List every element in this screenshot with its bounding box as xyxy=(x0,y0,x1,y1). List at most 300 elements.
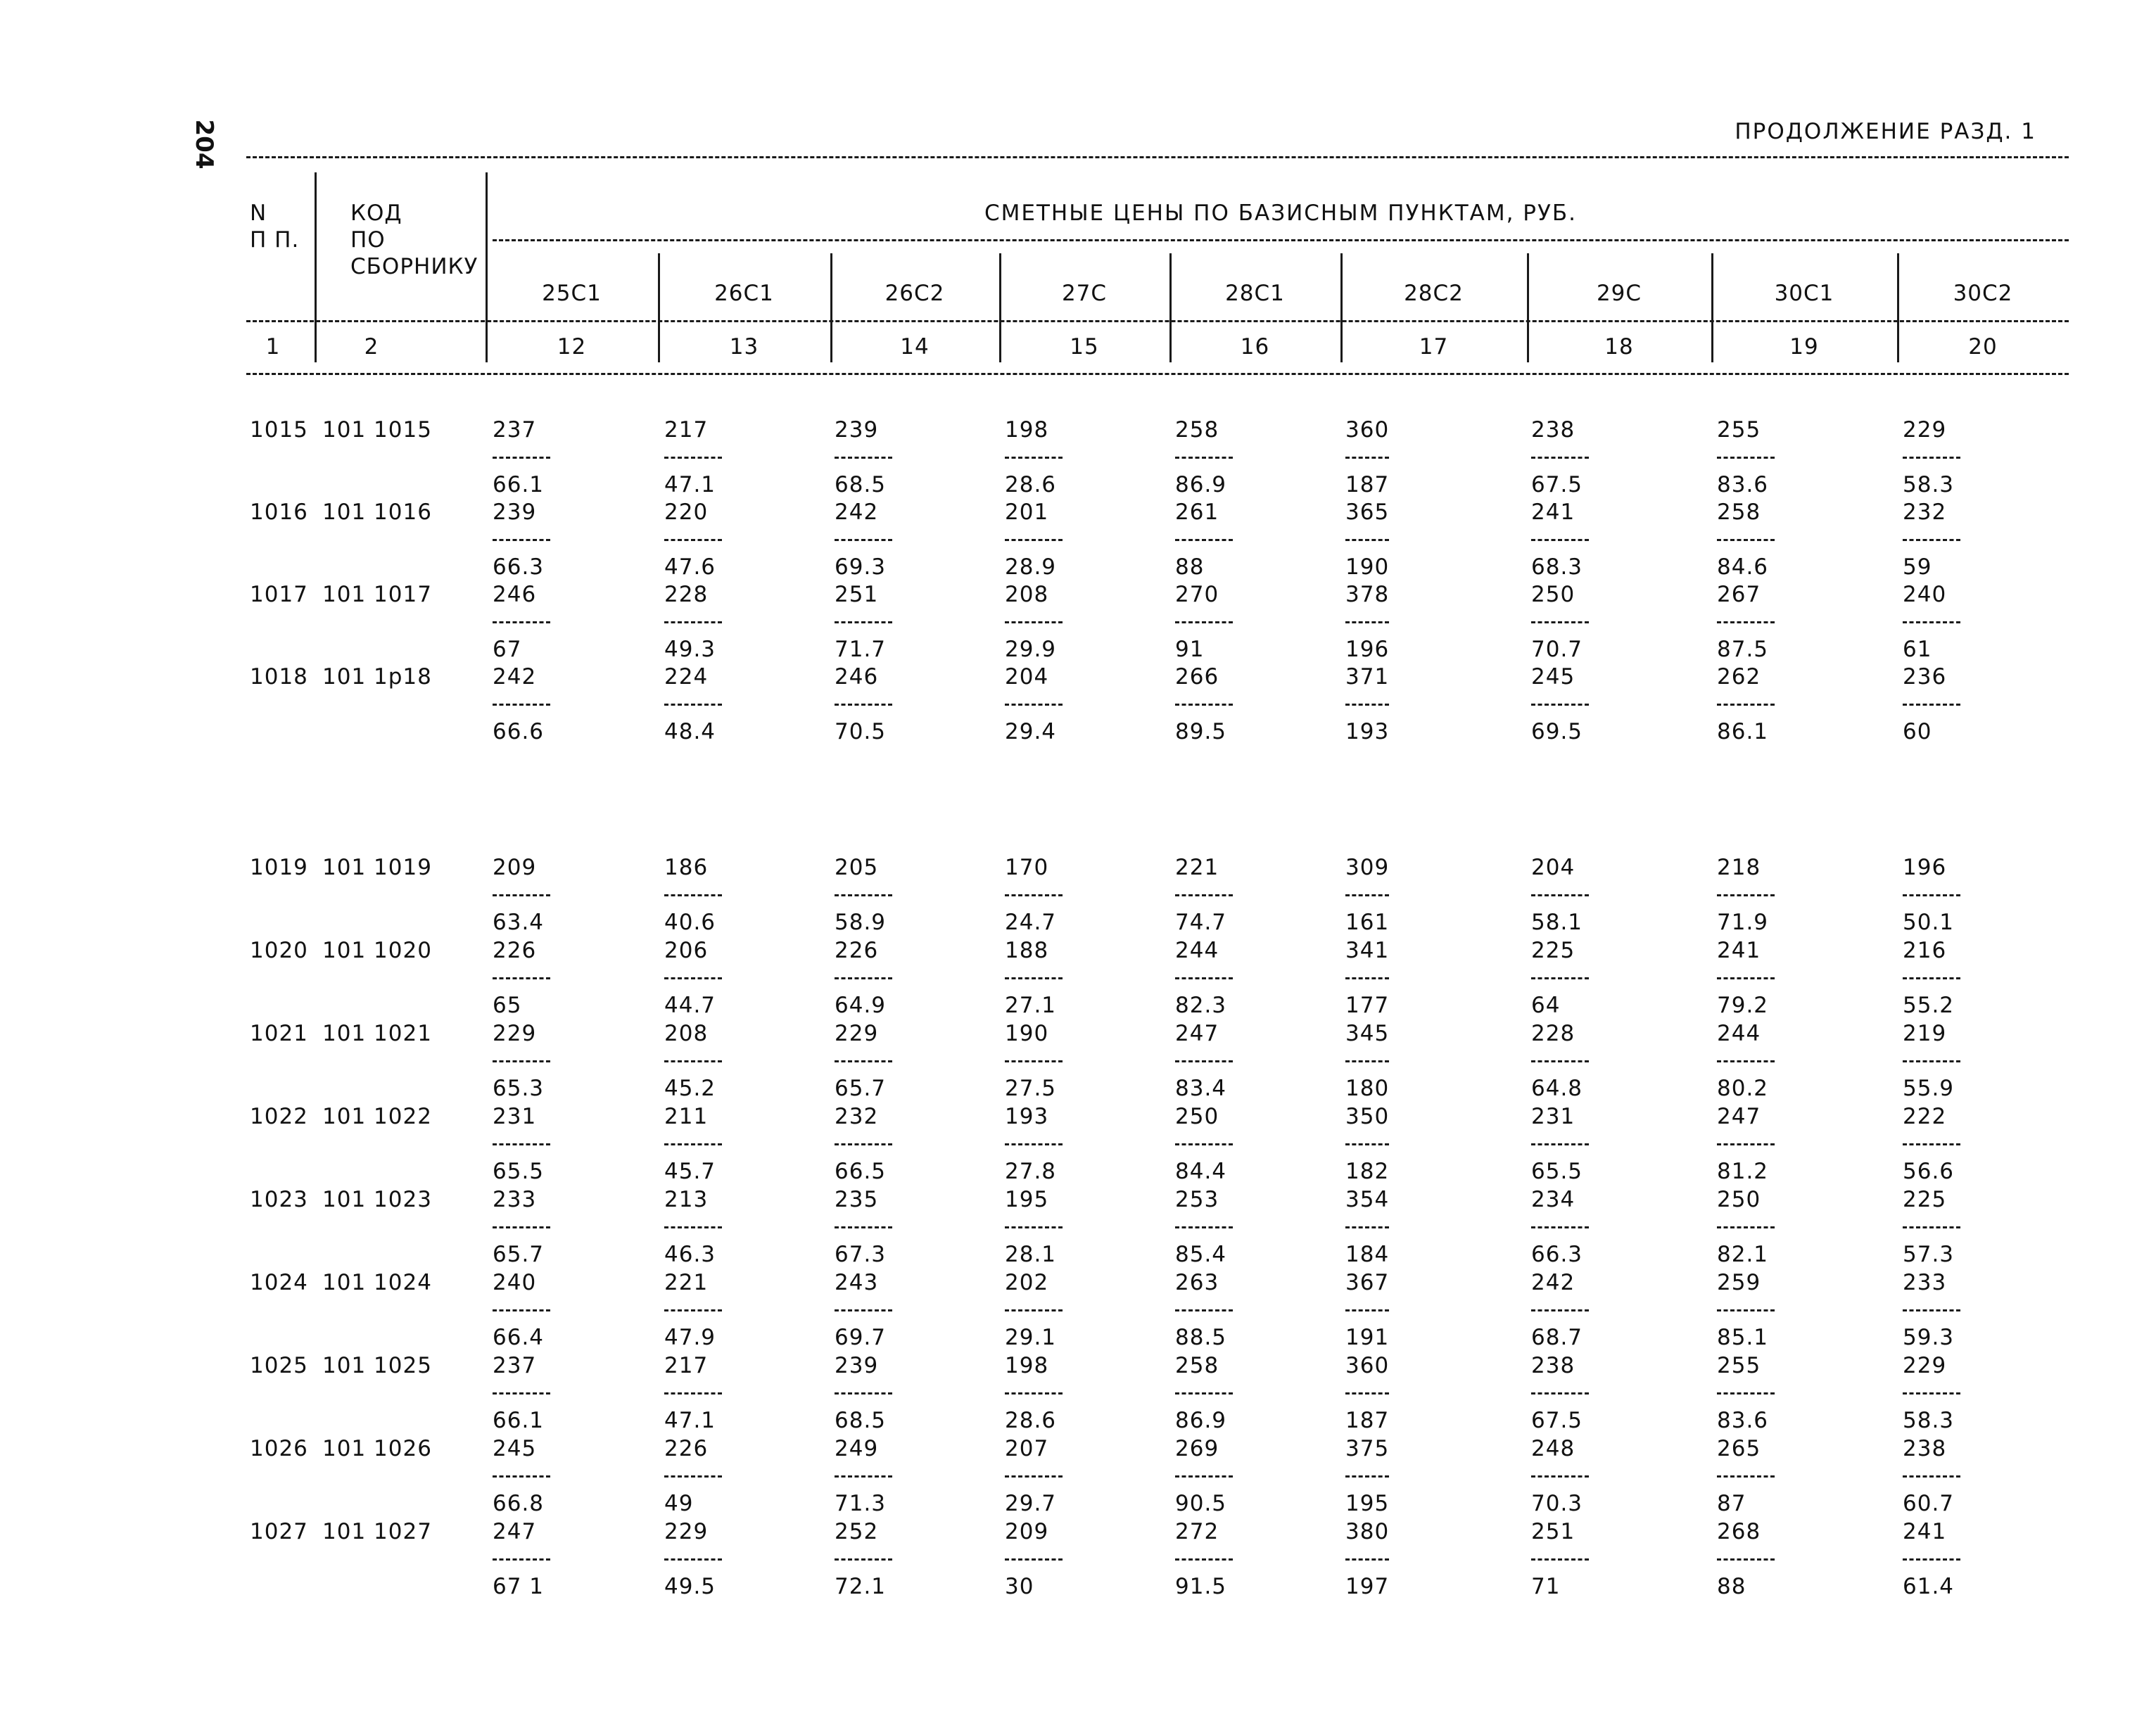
point-divider xyxy=(1169,253,1172,362)
fraction-rule xyxy=(664,704,722,706)
price-value: 241 xyxy=(1903,1519,1947,1544)
column-number: 12 xyxy=(557,334,587,360)
price-index: 83.4 xyxy=(1175,1076,1227,1101)
price-value: 354 xyxy=(1345,1187,1390,1212)
fraction-rule xyxy=(835,894,892,896)
price-value: 235 xyxy=(835,1187,879,1212)
price-index: 29.1 xyxy=(1005,1325,1057,1350)
price-value: 226 xyxy=(664,1436,709,1461)
price-value: 244 xyxy=(1175,938,1219,963)
fraction-rule xyxy=(1717,1309,1775,1311)
price-value: 228 xyxy=(1531,1021,1575,1046)
price-index: 66.3 xyxy=(493,554,545,580)
price-value: 204 xyxy=(1531,855,1575,880)
fraction-rule xyxy=(1903,894,1960,896)
price-value: 245 xyxy=(1531,664,1575,690)
fraction-rule xyxy=(1175,704,1233,706)
row-code: 101 1017 xyxy=(322,582,432,607)
fraction-rule xyxy=(835,1392,892,1395)
price-index: 24.7 xyxy=(1005,910,1057,935)
fraction-rule xyxy=(1531,977,1589,979)
price-index: 83.6 xyxy=(1717,472,1769,497)
price-index: 67 1 xyxy=(493,1574,545,1599)
fraction-rule xyxy=(1903,1558,1960,1561)
price-value: 367 xyxy=(1345,1270,1390,1295)
price-value: 217 xyxy=(664,1353,709,1378)
fraction-rule xyxy=(1717,539,1775,541)
price-index: 47.1 xyxy=(664,1408,716,1433)
price-value: 238 xyxy=(1531,417,1575,443)
fraction-rule xyxy=(1717,1226,1775,1228)
price-index: 180 xyxy=(1345,1076,1390,1101)
price-index: 45.2 xyxy=(664,1076,716,1101)
price-index: 87.5 xyxy=(1717,637,1769,662)
point-header: 30С2 xyxy=(1953,281,2013,306)
point-header: 27С xyxy=(1061,281,1108,306)
fraction-rule xyxy=(664,1309,722,1311)
column-number: 19 xyxy=(1789,334,1819,360)
price-index: 49 xyxy=(664,1491,694,1516)
price-index: 67.3 xyxy=(835,1242,887,1267)
price-value: 255 xyxy=(1717,417,1761,443)
price-value: 216 xyxy=(1903,938,1947,963)
price-index: 65.7 xyxy=(835,1076,887,1101)
price-value: 360 xyxy=(1345,417,1390,443)
fraction-rule xyxy=(835,1558,892,1561)
price-value: 378 xyxy=(1345,582,1390,607)
fraction-rule xyxy=(1903,621,1960,623)
price-value: 208 xyxy=(1005,582,1049,607)
price-index: 83.6 xyxy=(1717,1408,1769,1433)
price-value: 208 xyxy=(664,1021,709,1046)
price-value: 250 xyxy=(1717,1187,1761,1212)
price-value: 188 xyxy=(1005,938,1049,963)
row-code: 101 1022 xyxy=(322,1104,432,1129)
row-code: 101 1023 xyxy=(322,1187,432,1212)
price-index: 67.5 xyxy=(1531,472,1583,497)
price-index: 70.7 xyxy=(1531,637,1583,662)
fraction-rule xyxy=(1717,1392,1775,1395)
price-index: 68.5 xyxy=(835,472,887,497)
fraction-rule xyxy=(493,1060,550,1062)
price-index: 69.3 xyxy=(835,554,887,580)
price-index: 182 xyxy=(1345,1159,1390,1184)
price-value: 263 xyxy=(1175,1270,1219,1295)
price-value: 217 xyxy=(664,417,709,443)
col-code-label: КОД xyxy=(350,201,402,226)
divider-2 xyxy=(486,172,488,362)
price-index: 69.5 xyxy=(1531,719,1583,744)
price-value: 375 xyxy=(1345,1436,1390,1461)
fraction-rule xyxy=(493,1475,550,1478)
point-header: 26С2 xyxy=(884,281,945,306)
price-value: 232 xyxy=(835,1104,879,1129)
price-value: 345 xyxy=(1345,1021,1390,1046)
fraction-rule xyxy=(1005,704,1063,706)
fraction-rule xyxy=(664,457,722,459)
row-code: 101 1024 xyxy=(322,1270,432,1295)
price-value: 248 xyxy=(1531,1436,1575,1461)
column-number: 13 xyxy=(729,334,759,360)
fraction-rule xyxy=(1005,1475,1063,1478)
price-index: 90.5 xyxy=(1175,1491,1227,1516)
point-divider xyxy=(1711,253,1713,362)
fraction-rule xyxy=(1345,704,1389,706)
fraction-rule xyxy=(1175,1475,1233,1478)
price-index: 86.9 xyxy=(1175,472,1227,497)
price-value: 242 xyxy=(835,500,879,525)
price-value: 231 xyxy=(493,1104,537,1129)
price-index: 71.3 xyxy=(835,1491,887,1516)
fraction-rule xyxy=(1345,1475,1389,1478)
column-number: 18 xyxy=(1604,334,1634,360)
price-value: 196 xyxy=(1903,855,1947,880)
price-value: 219 xyxy=(1903,1021,1947,1046)
fraction-rule xyxy=(1531,894,1589,896)
fraction-rule xyxy=(1717,894,1775,896)
price-index: 30 xyxy=(1005,1574,1034,1599)
price-index: 82.3 xyxy=(1175,993,1227,1018)
fraction-rule xyxy=(1903,1143,1960,1145)
price-index: 70.5 xyxy=(835,719,887,744)
price-index: 84.4 xyxy=(1175,1159,1227,1184)
price-index: 184 xyxy=(1345,1242,1390,1267)
price-index: 65.3 xyxy=(493,1076,545,1101)
divider-1 xyxy=(315,172,317,362)
col-n-label-2: П П. xyxy=(250,227,300,253)
price-value: 239 xyxy=(835,1353,879,1378)
price-index: 58.3 xyxy=(1903,1408,1955,1433)
price-index: 74.7 xyxy=(1175,910,1227,935)
price-value: 228 xyxy=(664,582,709,607)
column-number: 16 xyxy=(1240,334,1270,360)
row-code: 101 1026 xyxy=(322,1436,432,1461)
row-code: 101 1016 xyxy=(322,500,432,525)
price-value: 241 xyxy=(1717,938,1761,963)
price-value: 258 xyxy=(1717,500,1761,525)
price-value: 218 xyxy=(1717,855,1761,880)
price-index: 196 xyxy=(1345,637,1390,662)
price-value: 206 xyxy=(664,938,709,963)
price-index: 88 xyxy=(1717,1574,1746,1599)
fraction-rule xyxy=(1345,539,1389,541)
fraction-rule xyxy=(1005,621,1063,623)
price-index: 68.7 xyxy=(1531,1325,1583,1350)
fraction-rule xyxy=(493,539,550,541)
fraction-rule xyxy=(1531,1060,1589,1062)
price-index: 161 xyxy=(1345,910,1390,935)
price-value: 341 xyxy=(1345,938,1390,963)
fraction-rule xyxy=(1717,704,1775,706)
price-index: 28.1 xyxy=(1005,1242,1057,1267)
price-value: 225 xyxy=(1903,1187,1947,1212)
fraction-rule xyxy=(1717,1558,1775,1561)
fraction-rule xyxy=(664,1060,722,1062)
col-n-label: N xyxy=(250,201,267,226)
price-index: 68.3 xyxy=(1531,554,1583,580)
price-index: 81.2 xyxy=(1717,1159,1769,1184)
fraction-rule xyxy=(1005,457,1063,459)
price-value: 239 xyxy=(493,500,537,525)
price-value: 250 xyxy=(1531,582,1575,607)
fraction-rule xyxy=(493,621,550,623)
fraction-rule xyxy=(1903,977,1960,979)
row-number: 1021 xyxy=(250,1021,308,1046)
price-value: 229 xyxy=(1903,1353,1947,1378)
price-index: 64 xyxy=(1531,993,1561,1018)
price-value: 309 xyxy=(1345,855,1390,880)
price-value: 255 xyxy=(1717,1353,1761,1378)
price-index: 65.5 xyxy=(493,1159,545,1184)
price-index: 40.6 xyxy=(664,910,716,935)
point-divider xyxy=(1527,253,1529,362)
price-value: 236 xyxy=(1903,664,1947,690)
price-value: 202 xyxy=(1005,1270,1049,1295)
point-header: 25С1 xyxy=(542,281,602,306)
fraction-rule xyxy=(835,977,892,979)
price-index: 86.9 xyxy=(1175,1408,1227,1433)
price-value: 229 xyxy=(664,1519,709,1544)
price-value: 252 xyxy=(835,1519,879,1544)
price-value: 232 xyxy=(1903,500,1947,525)
price-index: 177 xyxy=(1345,993,1390,1018)
fraction-rule xyxy=(1005,1060,1063,1062)
price-index: 66.1 xyxy=(493,1408,545,1433)
price-value: 226 xyxy=(493,938,537,963)
price-value: 371 xyxy=(1345,664,1390,690)
price-value: 204 xyxy=(1005,664,1049,690)
price-index: 63.4 xyxy=(493,910,545,935)
point-divider xyxy=(830,253,832,362)
fraction-rule xyxy=(1345,1226,1389,1228)
column-number: 1 xyxy=(265,334,281,360)
price-value: 272 xyxy=(1175,1519,1219,1544)
price-index: 28.9 xyxy=(1005,554,1057,580)
fraction-rule xyxy=(1903,539,1960,541)
price-value: 266 xyxy=(1175,664,1219,690)
group-rule xyxy=(493,239,2069,241)
fraction-rule xyxy=(1345,1060,1389,1062)
fraction-rule xyxy=(1903,457,1960,459)
fraction-rule xyxy=(1531,1392,1589,1395)
fraction-rule xyxy=(835,457,892,459)
fraction-rule xyxy=(1531,1309,1589,1311)
price-index: 56.6 xyxy=(1903,1159,1955,1184)
price-index: 47.9 xyxy=(664,1325,716,1350)
price-value: 222 xyxy=(1903,1104,1947,1129)
column-number: 2 xyxy=(364,334,379,360)
point-header: 26С1 xyxy=(714,281,774,306)
fraction-rule xyxy=(664,1143,722,1145)
fraction-rule xyxy=(1531,1558,1589,1561)
fraction-rule xyxy=(835,621,892,623)
column-number: 14 xyxy=(900,334,930,360)
fraction-rule xyxy=(835,539,892,541)
price-index: 91 xyxy=(1175,637,1205,662)
price-index: 29.4 xyxy=(1005,719,1057,744)
price-index: 67 xyxy=(493,637,522,662)
price-value: 209 xyxy=(493,855,537,880)
fraction-rule xyxy=(1175,1226,1233,1228)
price-value: 195 xyxy=(1005,1187,1049,1212)
fraction-rule xyxy=(1903,1226,1960,1228)
price-index: 87 xyxy=(1717,1491,1746,1516)
fraction-rule xyxy=(664,1392,722,1395)
col-code-label-2: ПО xyxy=(350,227,386,253)
price-index: 49.3 xyxy=(664,637,716,662)
fraction-rule xyxy=(1717,977,1775,979)
price-value: 170 xyxy=(1005,855,1049,880)
price-value: 240 xyxy=(1903,582,1947,607)
row-number: 1020 xyxy=(250,938,308,963)
price-index: 29.9 xyxy=(1005,637,1057,662)
fraction-rule xyxy=(1345,457,1389,459)
price-value: 229 xyxy=(835,1021,879,1046)
row-number: 1017 xyxy=(250,582,308,607)
fraction-rule xyxy=(493,1558,550,1561)
price-value: 201 xyxy=(1005,500,1049,525)
fraction-rule xyxy=(835,1309,892,1311)
fraction-rule xyxy=(1717,621,1775,623)
price-value: 380 xyxy=(1345,1519,1390,1544)
price-index: 61.4 xyxy=(1903,1574,1955,1599)
price-value: 207 xyxy=(1005,1436,1049,1461)
column-number: 15 xyxy=(1070,334,1099,360)
point-divider xyxy=(999,253,1001,362)
point-header: 29С xyxy=(1596,281,1642,306)
col-code-label-3: СБОРНИКУ xyxy=(350,254,478,279)
price-index: 64.9 xyxy=(835,993,887,1018)
price-value: 238 xyxy=(1903,1436,1947,1461)
fraction-rule xyxy=(1531,1143,1589,1145)
price-value: 233 xyxy=(493,1187,537,1212)
price-index: 197 xyxy=(1345,1574,1390,1599)
fraction-rule xyxy=(493,894,550,896)
price-value: 239 xyxy=(835,417,879,443)
price-index: 69.7 xyxy=(835,1325,887,1350)
fraction-rule xyxy=(1005,1226,1063,1228)
price-index: 58.1 xyxy=(1531,910,1583,935)
price-index: 66.6 xyxy=(493,719,545,744)
price-value: 233 xyxy=(1903,1270,1947,1295)
price-value: 213 xyxy=(664,1187,709,1212)
price-value: 234 xyxy=(1531,1187,1575,1212)
price-index: 28.6 xyxy=(1005,472,1057,497)
price-index: 191 xyxy=(1345,1325,1390,1350)
price-index: 85.1 xyxy=(1717,1325,1769,1350)
row-number: 1022 xyxy=(250,1104,308,1129)
price-value: 246 xyxy=(835,664,879,690)
price-value: 237 xyxy=(493,1353,537,1378)
price-index: 66.3 xyxy=(1531,1242,1583,1267)
price-value: 253 xyxy=(1175,1187,1219,1212)
price-index: 44.7 xyxy=(664,993,716,1018)
fraction-rule xyxy=(1005,1558,1063,1561)
price-value: 244 xyxy=(1717,1021,1761,1046)
price-index: 72.1 xyxy=(835,1574,887,1599)
row-number: 1023 xyxy=(250,1187,308,1212)
price-index: 28.6 xyxy=(1005,1408,1057,1433)
fraction-rule xyxy=(1531,1226,1589,1228)
fraction-rule xyxy=(493,1143,550,1145)
fraction-rule xyxy=(493,977,550,979)
fraction-rule xyxy=(1005,1392,1063,1395)
price-index: 70.3 xyxy=(1531,1491,1583,1516)
fraction-rule xyxy=(493,457,550,459)
price-index: 88.5 xyxy=(1175,1325,1227,1350)
price-value: 205 xyxy=(835,855,879,880)
price-value: 245 xyxy=(493,1436,537,1461)
price-index: 60 xyxy=(1903,719,1932,744)
price-value: 241 xyxy=(1531,500,1575,525)
price-index: 89.5 xyxy=(1175,719,1227,744)
price-value: 211 xyxy=(664,1104,709,1129)
price-value: 240 xyxy=(493,1270,537,1295)
price-index: 190 xyxy=(1345,554,1390,580)
row-code: 101 1025 xyxy=(322,1353,432,1378)
fraction-rule xyxy=(664,977,722,979)
price-index: 55.2 xyxy=(1903,993,1955,1018)
fraction-rule xyxy=(1531,539,1589,541)
price-index: 58.9 xyxy=(835,910,887,935)
fraction-rule xyxy=(1903,1309,1960,1311)
price-value: 209 xyxy=(1005,1519,1049,1544)
prices-group-title: СМЕТНЫЕ ЦЕНЫ ПО БАЗИСНЫМ ПУНКТАМ, РУБ. xyxy=(984,201,1578,226)
fraction-rule xyxy=(1005,977,1063,979)
price-value: 186 xyxy=(664,855,709,880)
continuation-heading: ПРОДОЛЖЕНИЕ РАЗД. 1 xyxy=(1735,119,2036,144)
price-index: 61 xyxy=(1903,637,1932,662)
price-value: 250 xyxy=(1175,1104,1219,1129)
price-index: 66.5 xyxy=(835,1159,887,1184)
price-index: 29.7 xyxy=(1005,1491,1057,1516)
price-index: 84.6 xyxy=(1717,554,1769,580)
price-value: 267 xyxy=(1717,582,1761,607)
fraction-rule xyxy=(664,539,722,541)
fraction-rule xyxy=(1531,621,1589,623)
row-code: 101 1021 xyxy=(322,1021,432,1046)
price-value: 242 xyxy=(493,664,537,690)
row-code: 101 1020 xyxy=(322,938,432,963)
price-value: 193 xyxy=(1005,1104,1049,1129)
row-number: 1026 xyxy=(250,1436,308,1461)
price-value: 247 xyxy=(493,1519,537,1544)
fraction-rule xyxy=(493,1392,550,1395)
price-index: 80.2 xyxy=(1717,1076,1769,1101)
row-code: 101 1р18 xyxy=(322,664,432,690)
row-number: 1016 xyxy=(250,500,308,525)
row-code: 101 1019 xyxy=(322,855,432,880)
price-value: 226 xyxy=(835,938,879,963)
price-value: 220 xyxy=(664,500,709,525)
fraction-rule xyxy=(1717,457,1775,459)
price-index: 71.7 xyxy=(835,637,887,662)
price-value: 225 xyxy=(1531,938,1575,963)
price-value: 237 xyxy=(493,417,537,443)
fraction-rule xyxy=(493,1309,550,1311)
column-number: 17 xyxy=(1419,334,1449,360)
point-divider xyxy=(1340,253,1343,362)
price-value: 251 xyxy=(835,582,879,607)
price-value: 243 xyxy=(835,1270,879,1295)
price-index: 47.1 xyxy=(664,472,716,497)
price-index: 193 xyxy=(1345,719,1390,744)
price-index: 85.4 xyxy=(1175,1242,1227,1267)
price-index: 47.6 xyxy=(664,554,716,580)
fraction-rule xyxy=(1345,1143,1389,1145)
price-index: 27.8 xyxy=(1005,1159,1057,1184)
price-index: 65 xyxy=(493,993,522,1018)
